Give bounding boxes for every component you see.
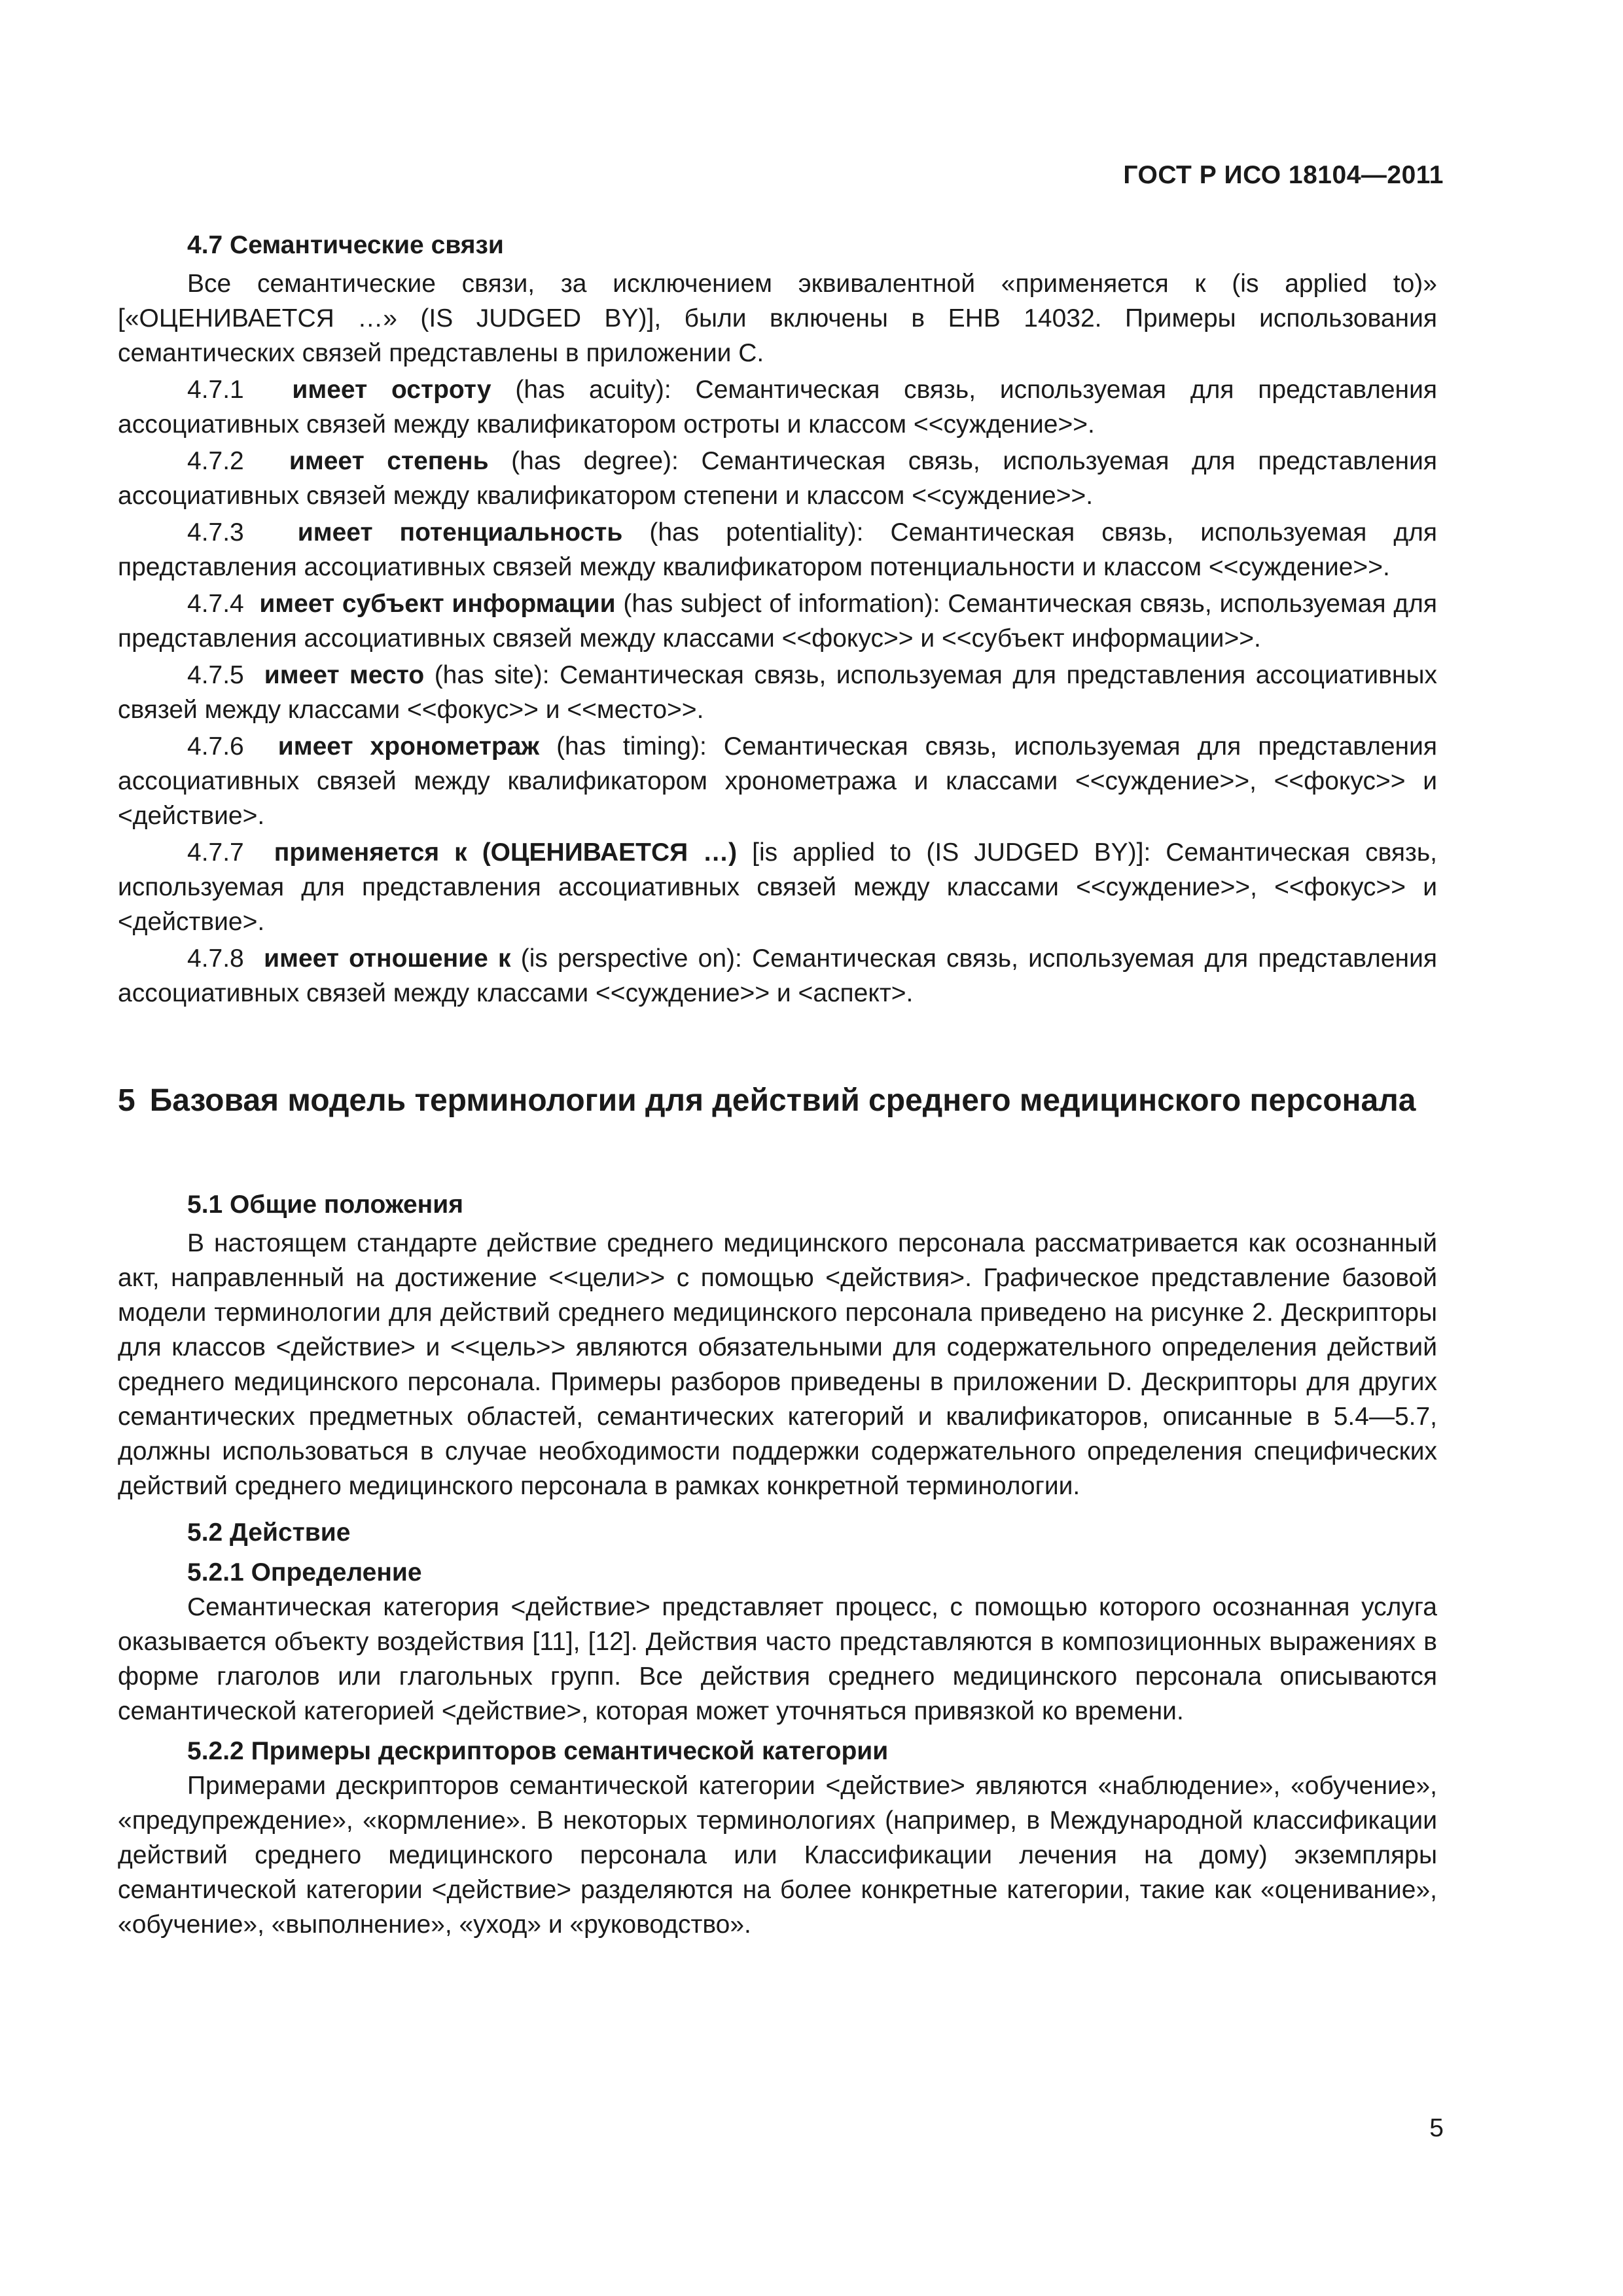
page-content xyxy=(118,228,1437,1944)
section-5-heading xyxy=(118,1080,1437,1122)
clause-4-7-7 xyxy=(118,835,1437,939)
clause-4-7-1 xyxy=(118,372,1437,442)
clause-term: имеет степень xyxy=(289,447,489,475)
clause-number: 4.7.1 xyxy=(187,376,244,404)
clause-text: [is applied to (IS JUDGED BY)]: Семантическая связь, используемая для представления ассоциативных связей между классами <<суждение>>, <<фокус>> и <действие>. xyxy=(118,838,1438,936)
clause-text: (has timing): Семантическая связь, используемая для представления ассоциативных связей между квалификатором хронометража и классами <<суждение>>, <<фокус>> и <действие>. xyxy=(118,732,1437,830)
clause-number: 4.7.7 xyxy=(187,838,244,867)
clause-text: (has subject of information): Семантическая связь, используемая для представления ассоциативных связей между классами <<фокус>> и <<субъект информации>>. xyxy=(118,590,1438,653)
clause-4-7-6 xyxy=(118,729,1437,833)
clause-text: (is perspective on): Семантическая связь, используемая для представления ассоциативных связей между классами <<суждение>> и <аспект>. xyxy=(118,944,1437,1007)
section-4-7-heading: 4.7 Семантические связи xyxy=(187,231,504,259)
running-header: ГОСТ Р ИСО 18104—2011 xyxy=(1123,161,1444,189)
page-number: 5 xyxy=(1429,2114,1444,2142)
clause-term: применяется к (ОЦЕНИВАЕТСЯ …) xyxy=(274,838,738,867)
clause-4-7-2 xyxy=(118,444,1437,513)
clause-number: 4.7.4 xyxy=(187,590,244,618)
clause-4-7-5 xyxy=(118,658,1437,727)
clause-4-7-3 xyxy=(118,515,1437,584)
clause-number: 4.7.5 xyxy=(187,661,244,689)
clause-term: имеет отношение к xyxy=(264,944,511,973)
section-5-1-paragraph: В настоящем стандарте действие среднего медицинского персонала рассматривается как осознанный акт, направленный на достижение <<цели>> с помощью <действия>. Графическое представление базовой модели терминологии для действий среднего медицинского персонала приведено на рисунке 2. Дескрипторы для классов <действие> и <<цель>> являются обязательными для содержательного определения действий среднего медицинского персонала. Примеры разборов приведены в приложении D. Дескрипторы для других семантических предметных областей, семантических категорий и квалификаторов, описанные в 5.4—5.7, должны использоваться в случае необходимости поддержки содержательного определения специфических действий среднего медицинского персонала в рамках конкретной терминологии. xyxy=(118,1229,1437,1500)
clause-text: (has degree): Семантическая связь, используемая для представления ассоциативных связей между квалификатором степени и классом <<суждение>>. xyxy=(118,447,1437,510)
clause-number: 4.7.6 xyxy=(187,732,244,761)
clause-term: имеет субъект информации xyxy=(259,590,616,618)
clause-number: 4.7.8 xyxy=(187,944,244,973)
section-number: 5 xyxy=(118,1083,135,1118)
clause-number: 4.7.3 xyxy=(187,518,244,547)
clause-text: (has potentiality): Семантическая связь, используемая для представления ассоциативных связей между квалификатором потенциальности и классом <<суждение>>. xyxy=(118,518,1437,581)
clause-4-7-4 xyxy=(118,586,1437,656)
section-5-2-heading: 5.2 Действие xyxy=(187,1518,351,1547)
section-5-2-1-paragraph: Семантическая категория <действие> представляет процесс, с помощью которого осознанная услуга оказывается объекту воздействия [11], [12]. Действия часто представляются в композиционных выражениях в форме глаголов или глагольных групп. Все действия среднего медицинского персонала описываются семантической категорией <действие>, которая может уточняться привязкой ко времени. xyxy=(118,1593,1437,1725)
section-5-1-heading: 5.1 Общие положения xyxy=(187,1191,463,1219)
section-5-2-2-heading: 5.2.2 Примеры дескрипторов семантической категории xyxy=(187,1737,889,1765)
section-4-7-intro: Все семантические связи, за исключением эквивалентной «применяется к (is applied to)» [«ОЦЕНИВАЕТСЯ …» (IS JUDGED BY)], были включены в ЕНВ 14032. Примеры использования семантических связей представлены в приложении С. xyxy=(118,270,1437,367)
section-title: Базовая модель терминологии для действий среднего медицинского персонала xyxy=(149,1083,1416,1118)
clause-text: (has site): Семантическая связь, используемая для представления ассоциативных связей между классами <<фокус>> и <<место>>. xyxy=(118,661,1437,724)
clause-term: имеет хронометраж xyxy=(277,732,540,761)
clause-number: 4.7.2 xyxy=(187,447,244,475)
section-5-2-1-heading: 5.2.1 Определение xyxy=(187,1558,422,1587)
clause-term: имеет потенциальность xyxy=(297,518,623,547)
section-5-2-2-paragraph: Примерами дескрипторов семантической категории <действие> являются «наблюдение», «обучение», «предупреждение», «кормление». В некоторых терминологиях (например, в Международной классификации действий среднего медицинского персонала или Классификации лечения на дому) экземпляры семантической категории <действие> разделяются на более конкретные категории, такие как «оценивание», «обучение», «выполнение», «уход» и «руководство». xyxy=(118,1772,1437,1939)
clause-4-7-8 xyxy=(118,941,1437,1011)
clause-term: имеет место xyxy=(264,661,425,689)
clause-term: имеет остроту xyxy=(292,376,491,404)
spacer xyxy=(118,1122,1437,1187)
clause-text: (has acuity): Семантическая связь, используемая для представления ассоциативных связей между квалификатором остроты и классом <<суждение>>. xyxy=(118,376,1437,439)
